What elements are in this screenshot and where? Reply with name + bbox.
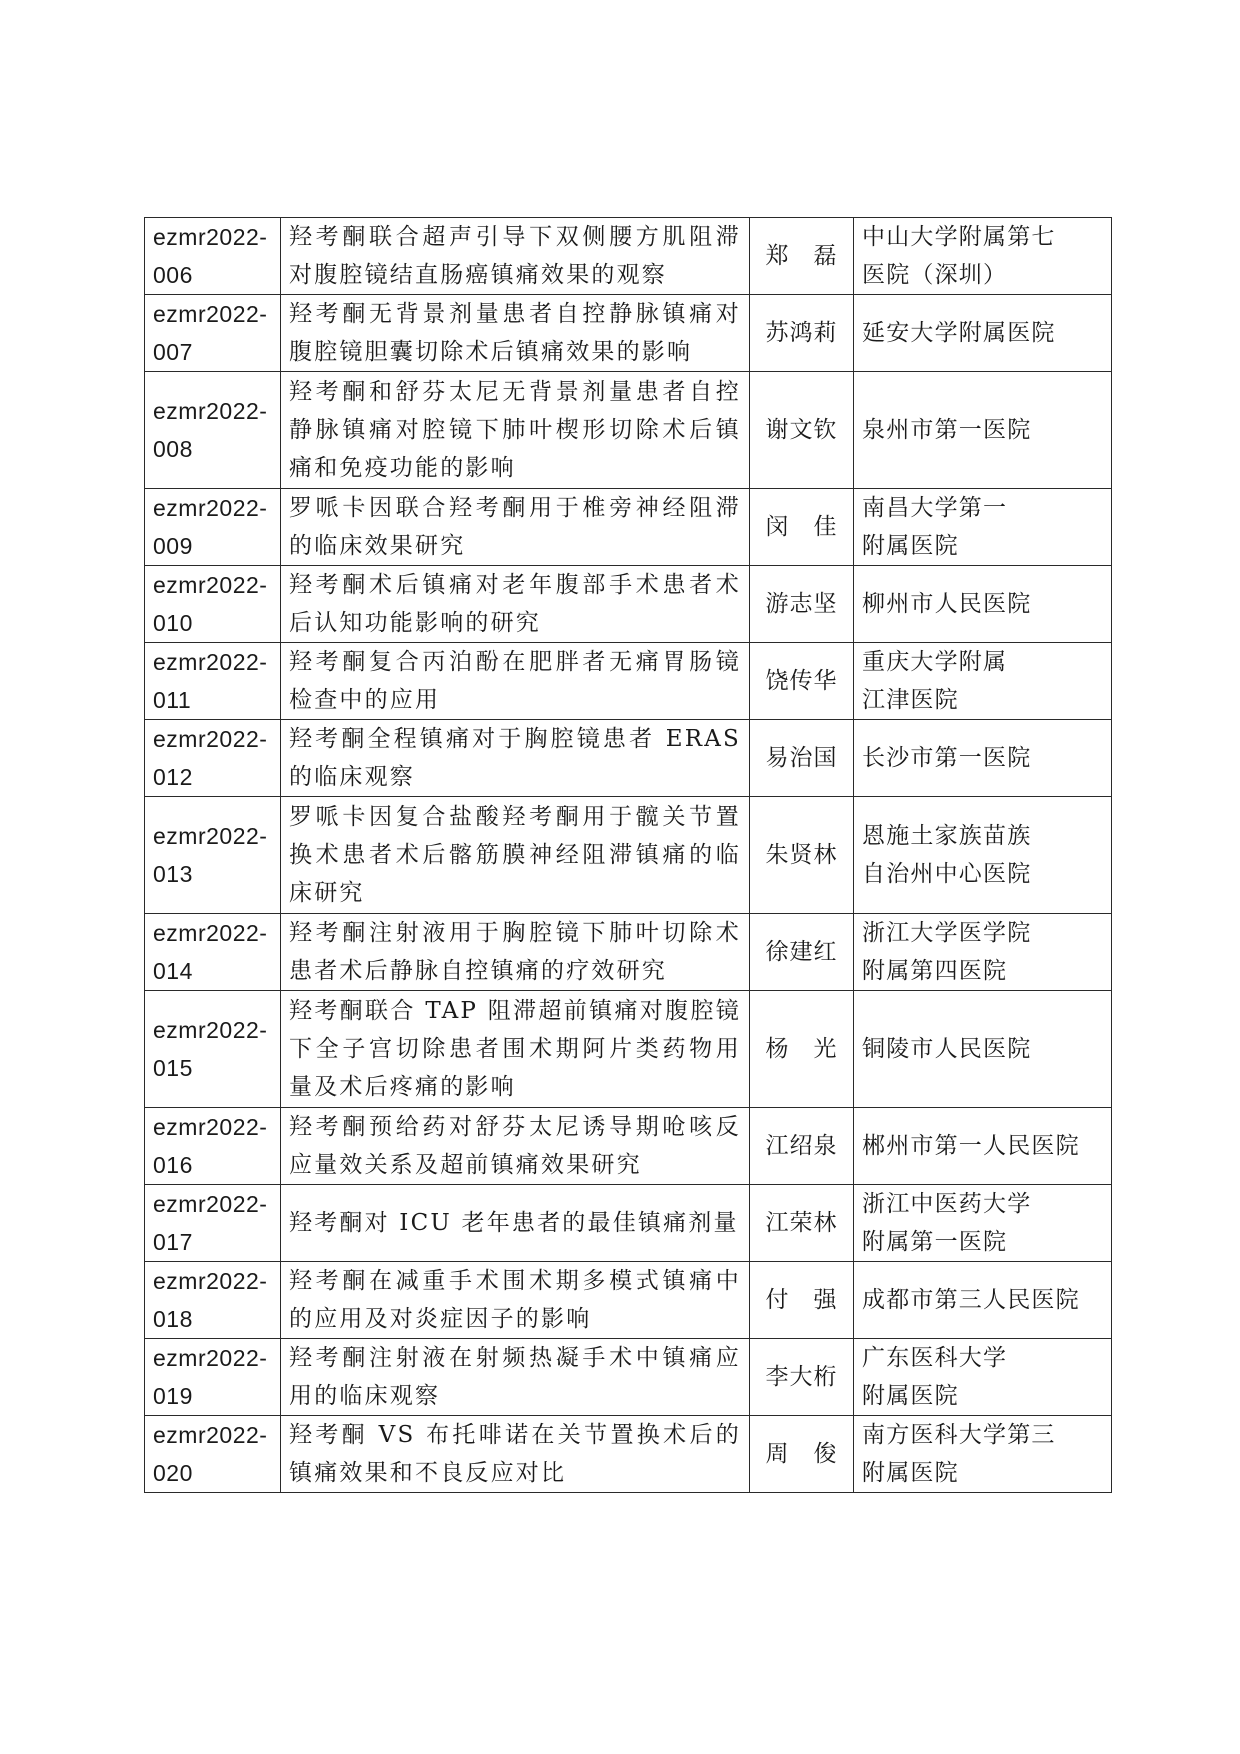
researcher-name-cell: 李大桁 xyxy=(750,1339,854,1416)
institution-cell: 柳州市人民医院 xyxy=(854,566,1112,643)
institution-cell: 南昌大学第一 附属医院 xyxy=(854,489,1112,566)
table-row xyxy=(145,797,1112,914)
project-id-cell: ezmr2022- 014 xyxy=(145,914,281,991)
table-row xyxy=(145,914,1112,991)
project-id-cell: ezmr2022- 006 xyxy=(145,218,281,295)
institution-cell: 浙江中医药大学 附属第一医院 xyxy=(854,1185,1112,1262)
table-row xyxy=(145,720,1112,797)
researcher-name-cell: 苏鸿莉 xyxy=(750,295,854,372)
table-row xyxy=(145,1416,1112,1493)
project-title-cell: 羟考酮联合 TAP 阻滞超前镇痛对腹腔镜下全子宫切除患者围术期阿片类药物用量及术后疼痛的影响 xyxy=(281,991,750,1108)
table-row xyxy=(145,372,1112,489)
project-title-cell: 羟考酮术后镇痛对老年腹部手术患者术后认知功能影响的研究 xyxy=(281,566,750,643)
researcher-name-cell: 饶传华 xyxy=(750,643,854,720)
project-title-cell: 羟考酮在减重手术围术期多模式镇痛中的应用及对炎症因子的影响 xyxy=(281,1262,750,1339)
project-title-cell: 罗哌卡因复合盐酸羟考酮用于髋关节置换术患者术后髂筋膜神经阻滞镇痛的临床研究 xyxy=(281,797,750,914)
project-id-cell: ezmr2022- 018 xyxy=(145,1262,281,1339)
project-table xyxy=(144,217,1112,1493)
institution-cell: 成都市第三人民医院 xyxy=(854,1262,1112,1339)
project-id-cell: ezmr2022- 011 xyxy=(145,643,281,720)
table-row xyxy=(145,566,1112,643)
researcher-name-cell: 谢文钦 xyxy=(750,372,854,489)
project-id-cell: ezmr2022- 015 xyxy=(145,991,281,1108)
institution-cell: 浙江大学医学院 附属第四医院 xyxy=(854,914,1112,991)
researcher-name-cell: 游志坚 xyxy=(750,566,854,643)
institution-cell: 铜陵市人民医院 xyxy=(854,991,1112,1108)
project-id-cell: ezmr2022- 010 xyxy=(145,566,281,643)
table-row xyxy=(145,1339,1112,1416)
institution-cell: 中山大学附属第七 医院（深圳） xyxy=(854,218,1112,295)
researcher-name-cell: 江绍泉 xyxy=(750,1108,854,1185)
project-title-cell: 羟考酮复合丙泊酚在肥胖者无痛胃肠镜检查中的应用 xyxy=(281,643,750,720)
researcher-name-cell: 付 强 xyxy=(750,1262,854,1339)
project-id-cell: ezmr2022- 013 xyxy=(145,797,281,914)
institution-cell: 长沙市第一医院 xyxy=(854,720,1112,797)
institution-cell: 延安大学附属医院 xyxy=(854,295,1112,372)
institution-cell: 恩施土家族苗族 自治州中心医院 xyxy=(854,797,1112,914)
institution-cell: 泉州市第一医院 xyxy=(854,372,1112,489)
project-title-cell: 羟考酮联合超声引导下双侧腰方肌阻滞对腹腔镜结直肠癌镇痛效果的观察 xyxy=(281,218,750,295)
institution-cell: 广东医科大学 附属医院 xyxy=(854,1339,1112,1416)
institution-cell: 郴州市第一人民医院 xyxy=(854,1108,1112,1185)
project-id-cell: ezmr2022- 017 xyxy=(145,1185,281,1262)
researcher-name-cell: 杨 光 xyxy=(750,991,854,1108)
table-row xyxy=(145,295,1112,372)
researcher-name-cell: 闵 佳 xyxy=(750,489,854,566)
table-row xyxy=(145,218,1112,295)
table-row xyxy=(145,1185,1112,1262)
project-id-cell: ezmr2022- 007 xyxy=(145,295,281,372)
project-title-cell: 羟考酮和舒芬太尼无背景剂量患者自控静脉镇痛对腔镜下肺叶楔形切除术后镇痛和免疫功能的影响 xyxy=(281,372,750,489)
researcher-name-cell: 徐建红 xyxy=(750,914,854,991)
institution-cell: 南方医科大学第三 附属医院 xyxy=(854,1416,1112,1493)
project-id-cell: ezmr2022- 012 xyxy=(145,720,281,797)
project-id-cell: ezmr2022- 019 xyxy=(145,1339,281,1416)
project-table-body xyxy=(145,218,1112,1493)
project-title-cell: 羟考酮 VS 布托啡诺在关节置换术后的镇痛效果和不良反应对比 xyxy=(281,1416,750,1493)
table-row xyxy=(145,1108,1112,1185)
project-id-cell: ezmr2022- 009 xyxy=(145,489,281,566)
researcher-name-cell: 朱贤林 xyxy=(750,797,854,914)
project-title-cell: 羟考酮全程镇痛对于胸腔镜患者 ERAS 的临床观察 xyxy=(281,720,750,797)
researcher-name-cell: 易治国 xyxy=(750,720,854,797)
project-title-cell: 羟考酮预给药对舒芬太尼诱导期呛咳反应量效关系及超前镇痛效果研究 xyxy=(281,1108,750,1185)
project-id-cell: ezmr2022- 008 xyxy=(145,372,281,489)
project-title-cell: 羟考酮无背景剂量患者自控静脉镇痛对腹腔镜胆囊切除术后镇痛效果的影响 xyxy=(281,295,750,372)
table-row xyxy=(145,489,1112,566)
project-title-cell: 羟考酮注射液用于胸腔镜下肺叶切除术患者术后静脉自控镇痛的疗效研究 xyxy=(281,914,750,991)
institution-cell: 重庆大学附属 江津医院 xyxy=(854,643,1112,720)
table-row xyxy=(145,1262,1112,1339)
project-title-cell: 罗哌卡因联合羟考酮用于椎旁神经阻滞的临床效果研究 xyxy=(281,489,750,566)
project-id-cell: ezmr2022- 020 xyxy=(145,1416,281,1493)
researcher-name-cell: 郑 磊 xyxy=(750,218,854,295)
table-row xyxy=(145,643,1112,720)
project-title-cell: 羟考酮注射液在射频热凝手术中镇痛应用的临床观察 xyxy=(281,1339,750,1416)
researcher-name-cell: 周 俊 xyxy=(750,1416,854,1493)
project-id-cell: ezmr2022- 016 xyxy=(145,1108,281,1185)
project-title-cell: 羟考酮对 ICU 老年患者的最佳镇痛剂量 xyxy=(281,1185,750,1262)
researcher-name-cell: 江荣林 xyxy=(750,1185,854,1262)
table-row xyxy=(145,991,1112,1108)
